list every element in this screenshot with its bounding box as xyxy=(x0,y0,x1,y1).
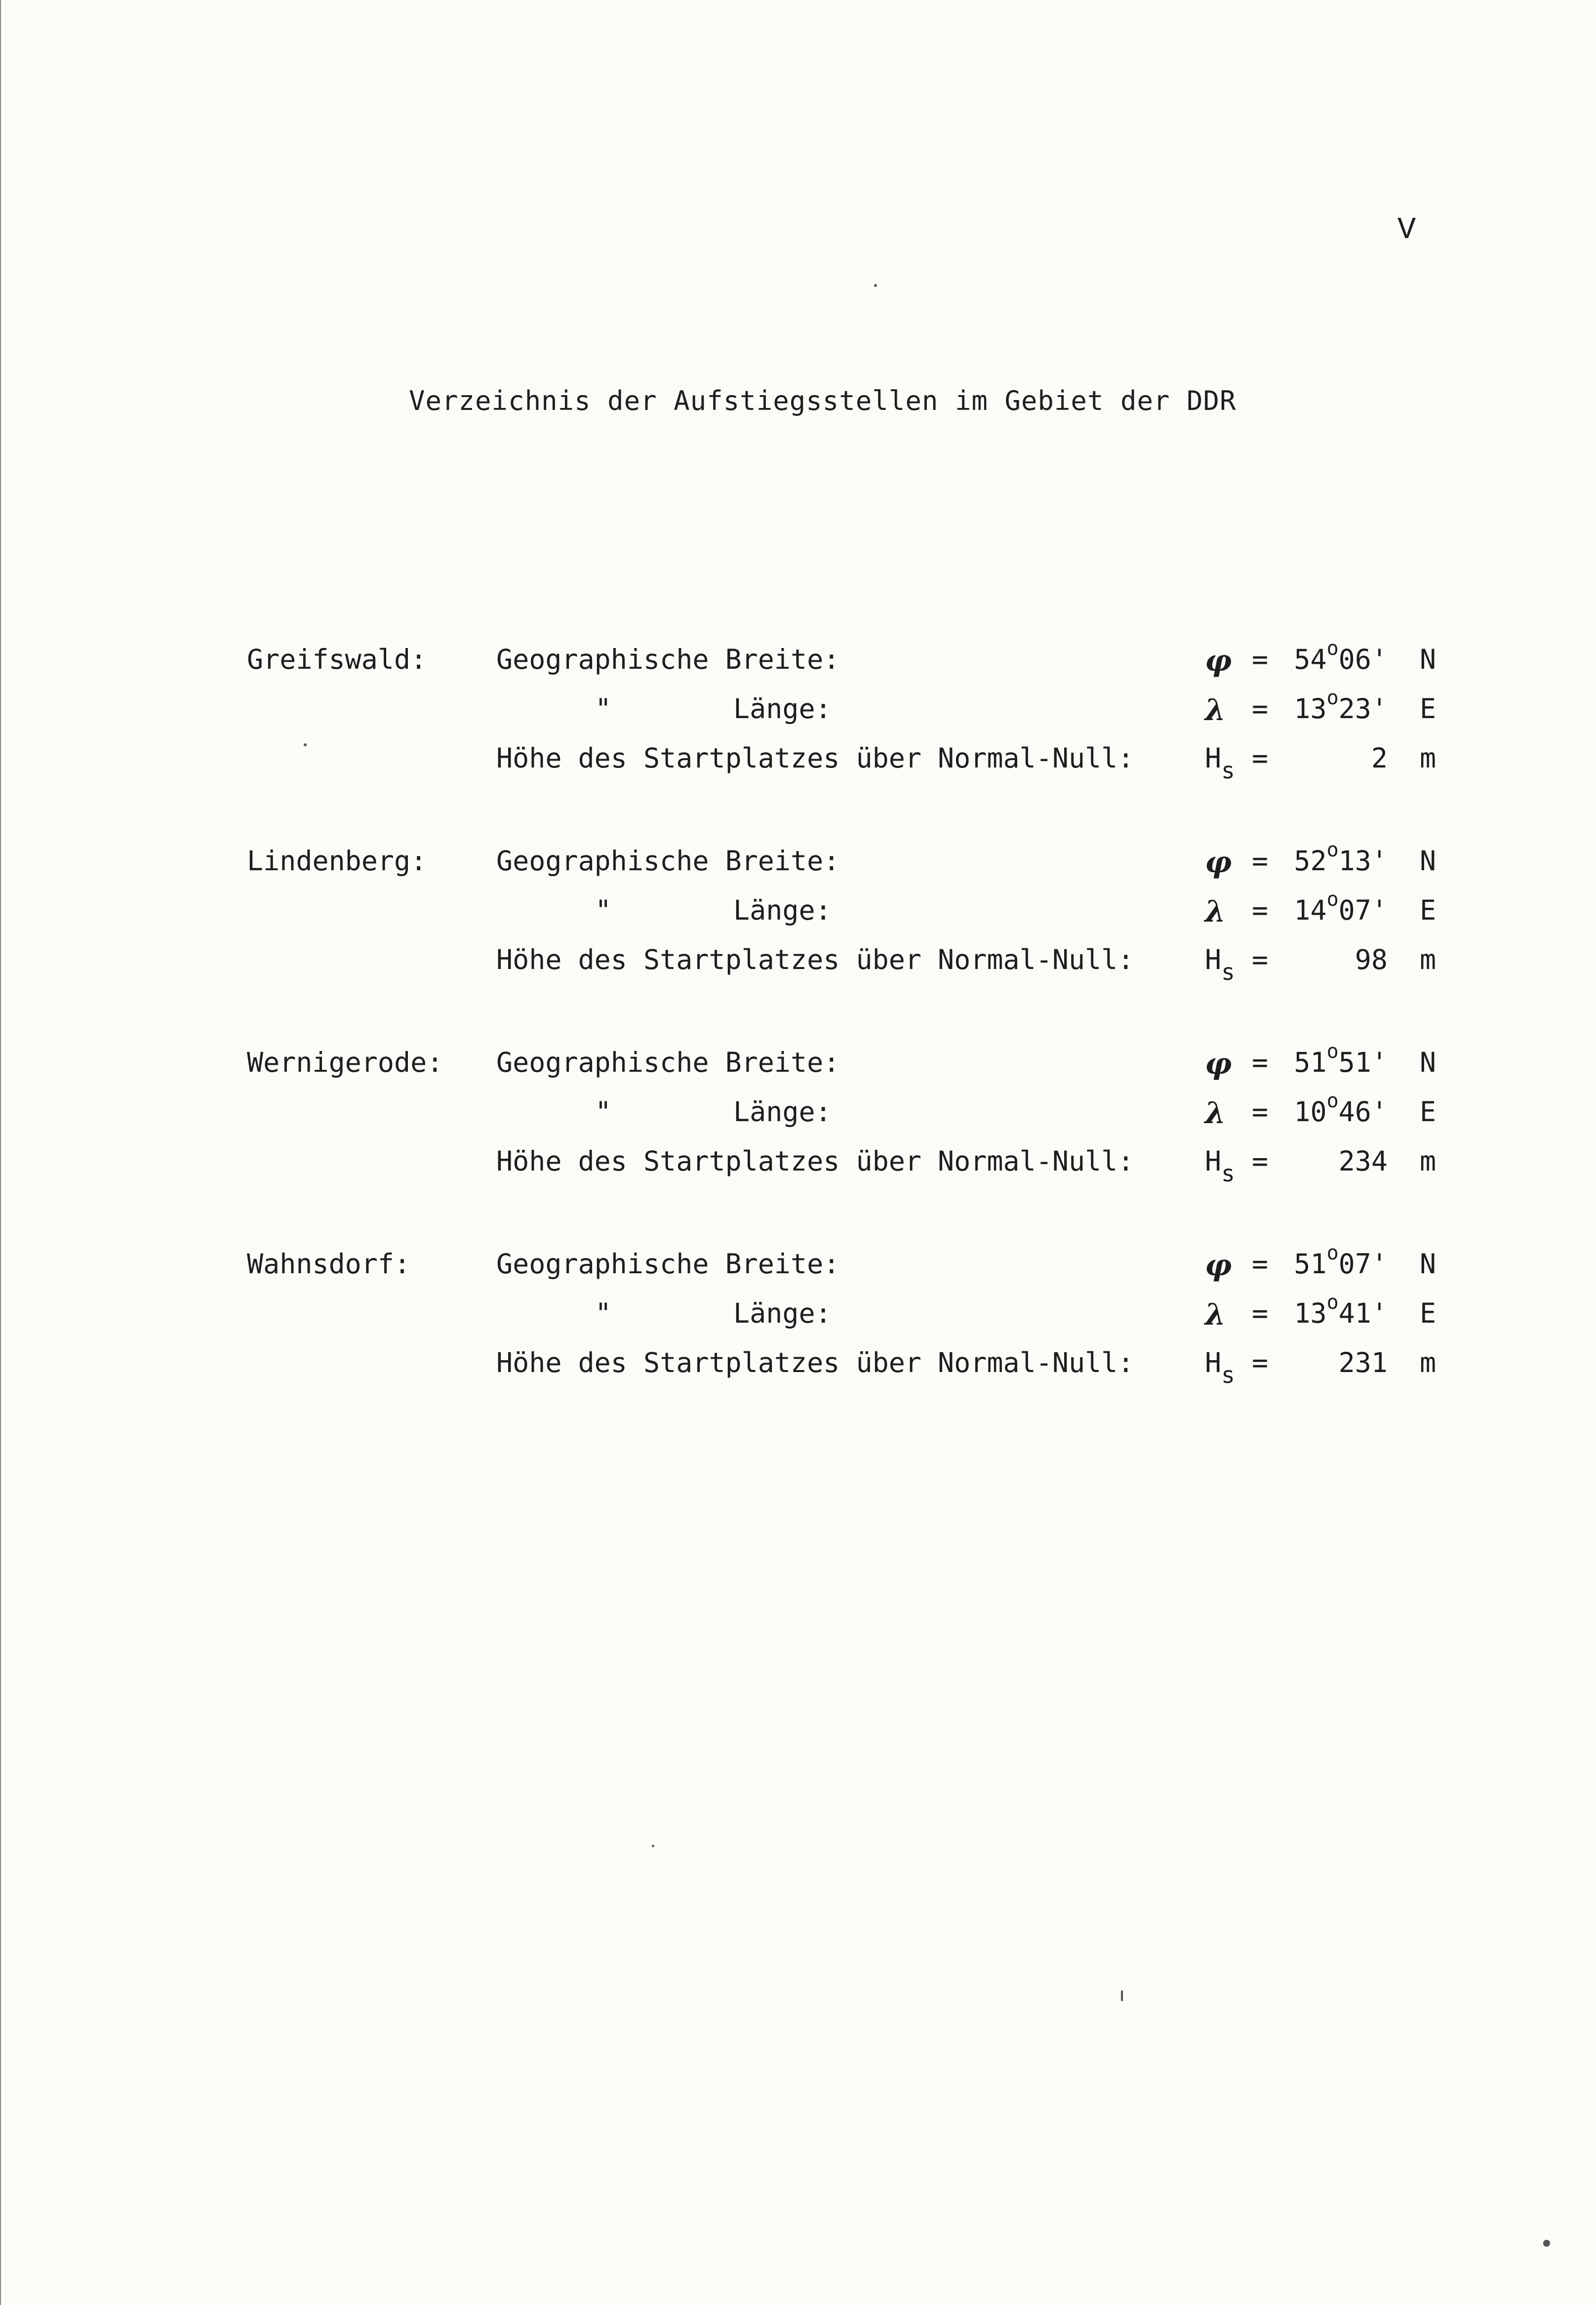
height-unit: m xyxy=(1420,944,1436,975)
height-label: Höhe des Startplatzes über Normal-Null: xyxy=(496,742,1134,774)
equals-sign: = xyxy=(1252,894,1269,926)
equals-sign: = xyxy=(1252,845,1269,877)
longitude-value: 13$^o$41' xyxy=(1294,1291,1388,1329)
height-symbol: $H_s$ xyxy=(1205,944,1235,985)
height-unit: m xyxy=(1420,742,1436,774)
equals-sign: = xyxy=(1252,1248,1269,1280)
equals-sign: = xyxy=(1252,1145,1269,1177)
station-name: Lindenberg: xyxy=(247,845,427,877)
longitude-value: 13$^o$23' xyxy=(1294,687,1388,725)
longitude-symbol: λ xyxy=(1205,1297,1226,1332)
station-name: Wahnsdorf: xyxy=(247,1248,411,1280)
latitude-direction: N xyxy=(1420,1248,1436,1280)
longitude-symbol: λ xyxy=(1205,1096,1226,1131)
height-value: 2 xyxy=(1371,742,1388,774)
latitude-symbol: φ xyxy=(1205,845,1232,880)
ditto-mark: " xyxy=(595,894,612,926)
scan-speck xyxy=(874,284,877,287)
longitude-direction: E xyxy=(1420,1096,1436,1128)
equals-sign: = xyxy=(1252,1297,1269,1329)
height-value: 98 xyxy=(1355,944,1388,975)
station-entry xyxy=(0,637,1596,809)
longitude-value: 10$^o$46' xyxy=(1294,1090,1388,1128)
height-symbol: $H_s$ xyxy=(1205,1347,1235,1388)
equals-sign: = xyxy=(1252,644,1269,675)
longitude-label: Länge: xyxy=(733,1297,832,1329)
latitude-label: Geographische Breite: xyxy=(496,1248,840,1280)
page-title: Verzeichnis der Aufstiegsstellen im Gebiet der DDR xyxy=(409,385,1237,416)
equals-sign: = xyxy=(1252,944,1269,975)
longitude-direction: E xyxy=(1420,894,1436,926)
scan-speck xyxy=(1543,2240,1550,2247)
latitude-label: Geographische Breite: xyxy=(496,1047,840,1078)
height-value: 231 xyxy=(1338,1347,1388,1378)
latitude-value: 52$^o$13' xyxy=(1294,839,1388,877)
height-unit: m xyxy=(1420,1347,1436,1378)
equals-sign: = xyxy=(1252,742,1269,774)
longitude-value: 14$^o$07' xyxy=(1294,888,1388,926)
equals-sign: = xyxy=(1252,1347,1269,1378)
station-entry xyxy=(0,1242,1596,1414)
equals-sign: = xyxy=(1252,693,1269,725)
ditto-mark: " xyxy=(595,693,612,725)
latitude-value: 51$^o$51' xyxy=(1294,1040,1388,1078)
ditto-mark: " xyxy=(595,1297,612,1329)
latitude-label: Geographische Breite: xyxy=(496,845,840,877)
scan-speck xyxy=(1121,1990,1123,2001)
height-label: Höhe des Startplatzes über Normal-Null: xyxy=(496,1347,1134,1378)
latitude-value: 54$^o$06' xyxy=(1294,637,1388,675)
height-label: Höhe des Startplatzes über Normal-Null: xyxy=(496,944,1134,975)
latitude-symbol: φ xyxy=(1205,1047,1232,1081)
station-name: Wernigerode: xyxy=(247,1047,443,1078)
scan-speck xyxy=(652,1845,654,1847)
latitude-symbol: φ xyxy=(1205,644,1232,678)
station-name: Greifswald: xyxy=(247,644,427,675)
station-entry xyxy=(0,839,1596,1011)
height-unit: m xyxy=(1420,1145,1436,1177)
longitude-symbol: λ xyxy=(1205,693,1226,728)
equals-sign: = xyxy=(1252,1096,1269,1128)
height-label: Höhe des Startplatzes über Normal-Null: xyxy=(496,1145,1134,1177)
longitude-label: Länge: xyxy=(733,1096,832,1128)
height-value: 234 xyxy=(1338,1145,1388,1177)
latitude-symbol: φ xyxy=(1205,1248,1232,1283)
latitude-direction: N xyxy=(1420,1047,1436,1078)
page-number: V xyxy=(1397,212,1416,247)
station-entry xyxy=(0,1040,1596,1212)
latitude-direction: N xyxy=(1420,845,1436,877)
latitude-label: Geographische Breite: xyxy=(496,644,840,675)
height-symbol: $H_s$ xyxy=(1205,742,1235,784)
longitude-symbol: λ xyxy=(1205,894,1226,929)
height-symbol: $H_s$ xyxy=(1205,1145,1235,1187)
longitude-label: Länge: xyxy=(733,693,832,725)
longitude-label: Länge: xyxy=(733,894,832,926)
longitude-direction: E xyxy=(1420,1297,1436,1329)
latitude-value: 51$^o$07' xyxy=(1294,1242,1388,1280)
equals-sign: = xyxy=(1252,1047,1269,1078)
ditto-mark: " xyxy=(595,1096,612,1128)
scan-speck xyxy=(304,743,307,746)
longitude-direction: E xyxy=(1420,693,1436,725)
latitude-direction: N xyxy=(1420,644,1436,675)
